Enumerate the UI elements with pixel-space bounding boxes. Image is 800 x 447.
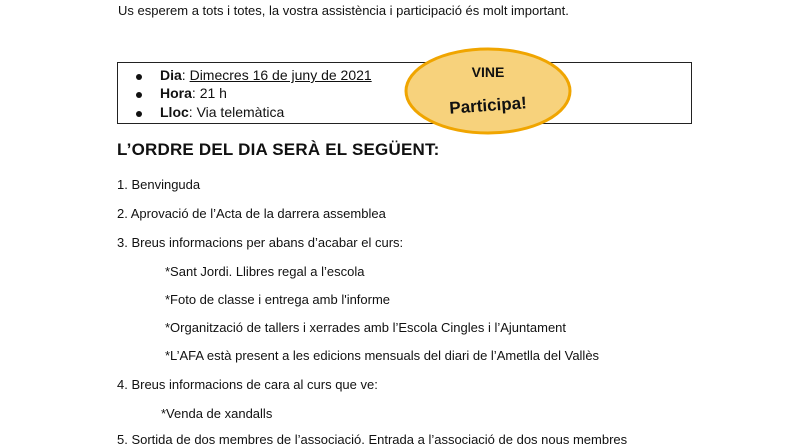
info-place: Lloc: Via telemàtica — [136, 104, 284, 120]
agenda-item: 2. Aprovació de l’Acta de la darrera assemblea — [117, 206, 386, 221]
agenda-subitem: *Foto de classe i entrega amb l'informe — [165, 292, 391, 307]
agenda-item: 1. Benvinguda — [117, 177, 201, 192]
info-time: Hora: 21 h — [136, 85, 227, 101]
info-time-value: 21 h — [199, 85, 227, 101]
info-place-label: Lloc — [160, 104, 189, 120]
agenda-item: 5. Sortida de dos membres de l’associació. Entrada a l’associació de dos nous membres — [117, 432, 628, 447]
vine-participa-badge — [402, 45, 574, 137]
badge-ellipse — [406, 49, 570, 133]
agenda-subitem: *Organització de tallers i xerrades amb l’Escola Cingles i l’Ajuntament — [165, 320, 567, 335]
intro-text: Us esperem a tots i totes, la vostra assistència i participació és molt important. — [118, 3, 569, 18]
agenda-subitem: *L’AFA està present a les edicions mensuals del diari de l’Ametlla del Vallès — [165, 348, 600, 363]
agenda-heading: L’ORDRE DEL DIA SERÀ EL SEGÜENT: — [117, 140, 440, 159]
info-time-label: Hora — [160, 85, 192, 101]
info-date: Dia: Dimecres 16 de juny de 2021 — [136, 67, 372, 83]
agenda-item: 3. Breus informacions per abans d’acabar el curs: — [117, 235, 404, 250]
bullet-icon — [136, 92, 142, 98]
info-date-value: Dimecres 16 de juny de 2021 — [189, 67, 372, 83]
agenda-item: 4. Breus informacions de cara al curs que ve: — [117, 377, 378, 392]
badge-line1: VINE — [471, 64, 505, 80]
bullet-icon — [136, 111, 142, 117]
agenda-subitem: *Venda de xandalls — [161, 406, 273, 421]
info-date-label: Dia — [160, 67, 182, 83]
bullet-icon — [136, 74, 142, 80]
badge-line2: Participa! — [448, 93, 528, 118]
info-place-value: Via telemàtica — [196, 104, 285, 120]
agenda-subitem: *Sant Jordi. Llibres regal a l’escola — [165, 264, 365, 279]
